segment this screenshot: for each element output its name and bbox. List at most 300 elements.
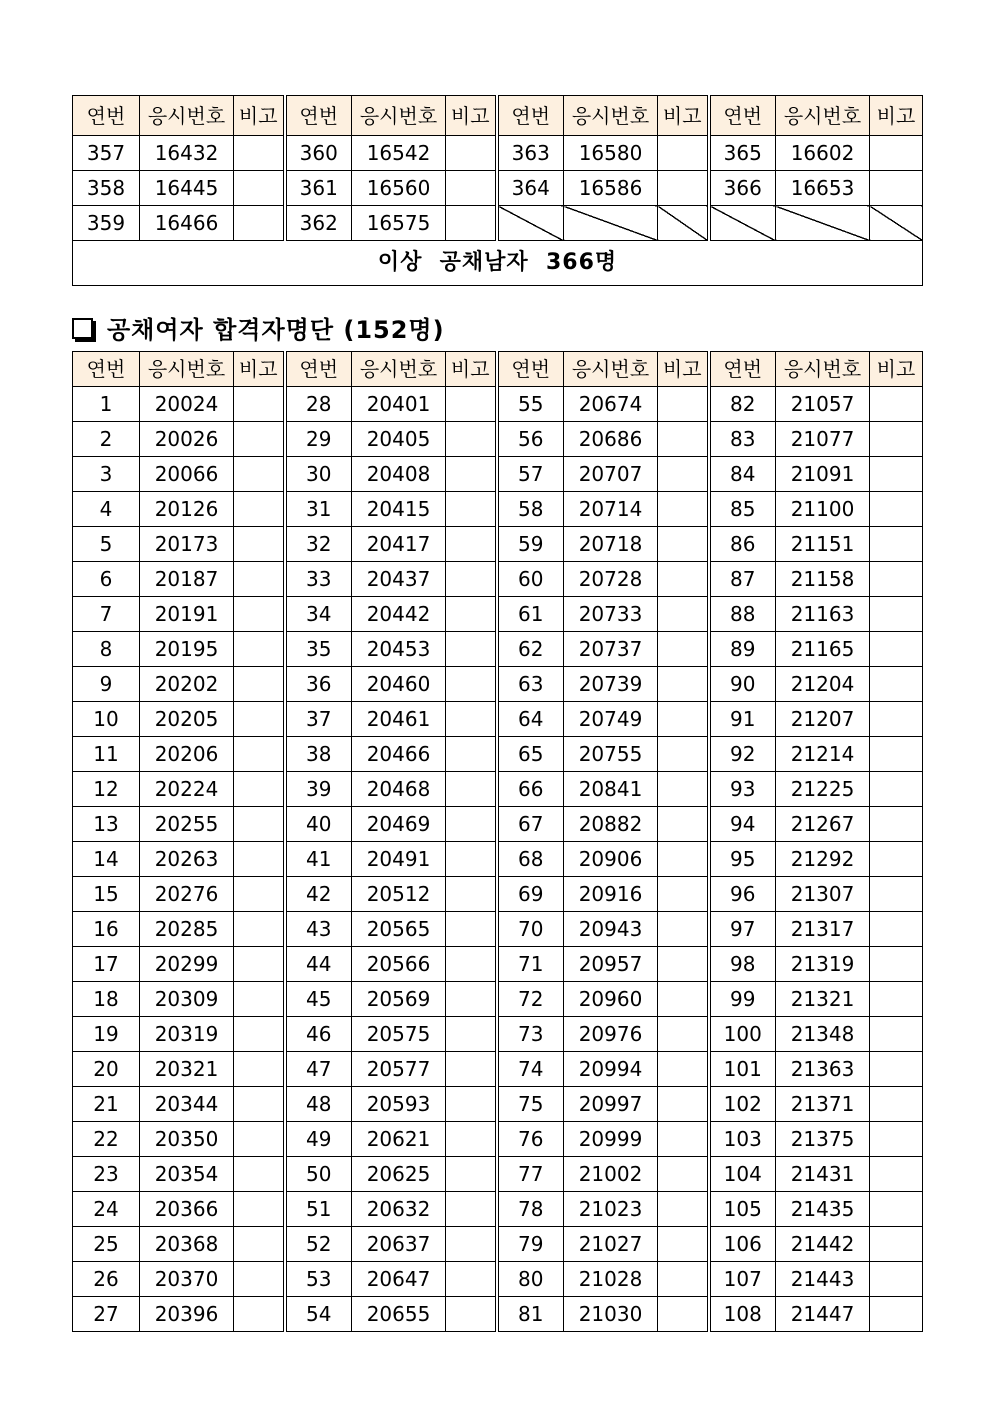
- cell-remarks: [446, 527, 497, 562]
- cell-exam-number: 21091: [776, 457, 870, 492]
- column-header-remarks: 비고: [446, 352, 497, 387]
- cell-exam-number: 20066: [140, 457, 234, 492]
- cell-remarks: [446, 171, 497, 206]
- cell-number: 361: [285, 171, 352, 206]
- cell-number: 2: [73, 422, 140, 457]
- cell-exam-number: 20263: [140, 842, 234, 877]
- cell-exam-number: 20647: [352, 1262, 446, 1297]
- cell-exam-number: 21214: [776, 737, 870, 772]
- cell-exam-number: 20187: [140, 562, 234, 597]
- cell-exam-number: 20882: [564, 807, 658, 842]
- cell-number: 54: [285, 1297, 352, 1332]
- cell-exam-number: 21027: [564, 1227, 658, 1262]
- cell-exam-number: 20468: [352, 772, 446, 807]
- cell-number: 9: [73, 667, 140, 702]
- cell-remarks: [234, 1052, 285, 1087]
- cell-number: 39: [285, 772, 352, 807]
- cell-number: 35: [285, 632, 352, 667]
- empty-cell: [564, 206, 658, 241]
- column-header-exam-number: 응시번호: [140, 96, 234, 136]
- cell-remarks: [870, 772, 923, 807]
- cell-exam-number: 21292: [776, 842, 870, 877]
- cell-remarks: [234, 877, 285, 912]
- cell-remarks: [658, 877, 709, 912]
- cell-remarks: [234, 632, 285, 667]
- table-row: [73, 1297, 923, 1332]
- cell-exam-number: 21158: [776, 562, 870, 597]
- cell-number: 83: [709, 422, 776, 457]
- column-header-number: 연번: [285, 352, 352, 387]
- cell-number: 34: [285, 597, 352, 632]
- table-row: [73, 562, 923, 597]
- table-row: [73, 1017, 923, 1052]
- table-row: [73, 1192, 923, 1227]
- cell-exam-number: 21100: [776, 492, 870, 527]
- cell-exam-number: 20276: [140, 877, 234, 912]
- cell-number: 69: [497, 877, 564, 912]
- cell-exam-number: 20997: [564, 1087, 658, 1122]
- cell-remarks: [870, 702, 923, 737]
- cell-exam-number: 20299: [140, 947, 234, 982]
- cell-exam-number: 20437: [352, 562, 446, 597]
- cell-remarks: [870, 1052, 923, 1087]
- cell-number: 51: [285, 1192, 352, 1227]
- cell-number: 84: [709, 457, 776, 492]
- cell-exam-number: 21319: [776, 947, 870, 982]
- table-row: [73, 1052, 923, 1087]
- cell-number: 68: [497, 842, 564, 877]
- cell-remarks: [658, 136, 709, 171]
- cell-number: 76: [497, 1122, 564, 1157]
- empty-cell: [658, 206, 709, 241]
- cell-number: 78: [497, 1192, 564, 1227]
- cell-number: 108: [709, 1297, 776, 1332]
- cell-remarks: [446, 912, 497, 947]
- column-header-number: 연번: [497, 352, 564, 387]
- cell-number: 22: [73, 1122, 140, 1157]
- cell-number: 53: [285, 1262, 352, 1297]
- cell-exam-number: 16445: [140, 171, 234, 206]
- cell-number: 28: [285, 387, 352, 422]
- table-row: [73, 136, 923, 171]
- cell-remarks: [234, 136, 285, 171]
- cell-remarks: [446, 1087, 497, 1122]
- male-results-table: [72, 95, 923, 286]
- cell-exam-number: 20195: [140, 632, 234, 667]
- column-header-exam-number: 응시번호: [352, 96, 446, 136]
- cell-number: 89: [709, 632, 776, 667]
- cell-number: 80: [497, 1262, 564, 1297]
- cell-exam-number: 21317: [776, 912, 870, 947]
- cell-number: 27: [73, 1297, 140, 1332]
- cell-number: 19: [73, 1017, 140, 1052]
- cell-exam-number: 16653: [776, 171, 870, 206]
- cell-remarks: [870, 597, 923, 632]
- cell-number: 364: [497, 171, 564, 206]
- table-row: [73, 171, 923, 206]
- cell-number: 18: [73, 982, 140, 1017]
- column-header-exam-number: 응시번호: [564, 96, 658, 136]
- cell-remarks: [658, 1192, 709, 1227]
- cell-number: 96: [709, 877, 776, 912]
- cell-remarks: [234, 1157, 285, 1192]
- cell-number: 106: [709, 1227, 776, 1262]
- cell-number: 362: [285, 206, 352, 241]
- column-header-exam-number: 응시번호: [776, 352, 870, 387]
- cell-remarks: [658, 562, 709, 597]
- cell-remarks: [234, 912, 285, 947]
- cell-remarks: [870, 877, 923, 912]
- cell-exam-number: 16586: [564, 171, 658, 206]
- cell-remarks: [658, 1052, 709, 1087]
- cell-number: 23: [73, 1157, 140, 1192]
- cell-number: 4: [73, 492, 140, 527]
- cell-exam-number: 16602: [776, 136, 870, 171]
- cell-number: 52: [285, 1227, 352, 1262]
- cell-exam-number: 20255: [140, 807, 234, 842]
- cell-number: 100: [709, 1017, 776, 1052]
- cell-remarks: [870, 562, 923, 597]
- column-header-exam-number: 응시번호: [352, 352, 446, 387]
- cell-number: 63: [497, 667, 564, 702]
- cell-remarks: [234, 772, 285, 807]
- cell-remarks: [870, 737, 923, 772]
- cell-remarks: [870, 982, 923, 1017]
- cell-exam-number: 21375: [776, 1122, 870, 1157]
- cell-remarks: [658, 1227, 709, 1262]
- cell-remarks: [446, 807, 497, 842]
- cell-remarks: [658, 492, 709, 527]
- cell-number: 88: [709, 597, 776, 632]
- table-row: [73, 737, 923, 772]
- cell-exam-number: 20999: [564, 1122, 658, 1157]
- cell-remarks: [870, 527, 923, 562]
- cell-number: 74: [497, 1052, 564, 1087]
- cell-remarks: [870, 807, 923, 842]
- cell-number: 70: [497, 912, 564, 947]
- cell-exam-number: 20674: [564, 387, 658, 422]
- cell-remarks: [446, 457, 497, 492]
- cell-exam-number: 16432: [140, 136, 234, 171]
- cell-remarks: [446, 982, 497, 1017]
- cell-remarks: [658, 702, 709, 737]
- table-row: [73, 387, 923, 422]
- cell-exam-number: 21447: [776, 1297, 870, 1332]
- cell-exam-number: 20224: [140, 772, 234, 807]
- cell-number: 59: [497, 527, 564, 562]
- cell-exam-number: 20309: [140, 982, 234, 1017]
- cell-exam-number: 20737: [564, 632, 658, 667]
- cell-number: 93: [709, 772, 776, 807]
- cell-number: 40: [285, 807, 352, 842]
- table-row: [73, 1087, 923, 1122]
- total-summary: 이상 공채남자 366명: [73, 241, 923, 286]
- cell-remarks: [446, 136, 497, 171]
- cell-exam-number: 16466: [140, 206, 234, 241]
- cell-exam-number: 20461: [352, 702, 446, 737]
- cell-remarks: [658, 1297, 709, 1332]
- cell-remarks: [870, 1157, 923, 1192]
- cell-exam-number: 21057: [776, 387, 870, 422]
- cell-exam-number: 20994: [564, 1052, 658, 1087]
- cell-exam-number: 20957: [564, 947, 658, 982]
- cell-number: 105: [709, 1192, 776, 1227]
- cell-exam-number: 21307: [776, 877, 870, 912]
- cell-number: 47: [285, 1052, 352, 1087]
- cell-number: 21: [73, 1087, 140, 1122]
- cell-remarks: [446, 1017, 497, 1052]
- cell-exam-number: 20466: [352, 737, 446, 772]
- cell-remarks: [234, 1192, 285, 1227]
- cell-number: 87: [709, 562, 776, 597]
- cell-number: 71: [497, 947, 564, 982]
- cell-remarks: [446, 1297, 497, 1332]
- cell-remarks: [234, 597, 285, 632]
- cell-exam-number: 16560: [352, 171, 446, 206]
- cell-exam-number: 20707: [564, 457, 658, 492]
- cell-remarks: [234, 1227, 285, 1262]
- cell-exam-number: 16575: [352, 206, 446, 241]
- cell-exam-number: 20714: [564, 492, 658, 527]
- cell-number: 45: [285, 982, 352, 1017]
- cell-number: 359: [73, 206, 140, 241]
- column-header-remarks: 비고: [870, 96, 923, 136]
- cell-number: 5: [73, 527, 140, 562]
- cell-exam-number: 20405: [352, 422, 446, 457]
- cell-exam-number: 20637: [352, 1227, 446, 1262]
- cell-number: 33: [285, 562, 352, 597]
- cell-exam-number: 21348: [776, 1017, 870, 1052]
- cell-number: 79: [497, 1227, 564, 1262]
- cell-exam-number: 21207: [776, 702, 870, 737]
- cell-exam-number: 20026: [140, 422, 234, 457]
- cell-number: 98: [709, 947, 776, 982]
- table-row: [73, 597, 923, 632]
- cell-number: 12: [73, 772, 140, 807]
- cell-remarks: [234, 667, 285, 702]
- cell-remarks: [658, 1017, 709, 1052]
- column-header-remarks: 비고: [234, 352, 285, 387]
- cell-number: 86: [709, 527, 776, 562]
- cell-remarks: [870, 1122, 923, 1157]
- table-row: [73, 912, 923, 947]
- table-row: [73, 842, 923, 877]
- cell-number: 107: [709, 1262, 776, 1297]
- cell-exam-number: 20916: [564, 877, 658, 912]
- cell-remarks: [658, 387, 709, 422]
- cell-remarks: [870, 912, 923, 947]
- cell-number: 358: [73, 171, 140, 206]
- checkbox-icon: [72, 318, 93, 339]
- cell-exam-number: 21431: [776, 1157, 870, 1192]
- empty-cell: [709, 206, 776, 241]
- cell-remarks: [234, 1297, 285, 1332]
- table-row: [73, 527, 923, 562]
- cell-remarks: [658, 1122, 709, 1157]
- cell-number: 32: [285, 527, 352, 562]
- cell-number: 11: [73, 737, 140, 772]
- cell-number: 20: [73, 1052, 140, 1087]
- cell-exam-number: 20593: [352, 1087, 446, 1122]
- cell-exam-number: 20739: [564, 667, 658, 702]
- cell-number: 42: [285, 877, 352, 912]
- cell-remarks: [658, 457, 709, 492]
- cell-remarks: [658, 982, 709, 1017]
- cell-remarks: [658, 842, 709, 877]
- cell-number: 15: [73, 877, 140, 912]
- cell-number: 357: [73, 136, 140, 171]
- cell-remarks: [658, 807, 709, 842]
- cell-number: 91: [709, 702, 776, 737]
- cell-exam-number: 20943: [564, 912, 658, 947]
- cell-remarks: [446, 1052, 497, 1087]
- cell-exam-number: 20491: [352, 842, 446, 877]
- cell-exam-number: 20460: [352, 667, 446, 702]
- cell-remarks: [658, 947, 709, 982]
- cell-remarks: [446, 667, 497, 702]
- cell-remarks: [870, 171, 923, 206]
- cell-remarks: [870, 422, 923, 457]
- cell-exam-number: 20319: [140, 1017, 234, 1052]
- cell-remarks: [446, 947, 497, 982]
- cell-number: 6: [73, 562, 140, 597]
- cell-remarks: [870, 136, 923, 171]
- cell-exam-number: 20408: [352, 457, 446, 492]
- cell-exam-number: 20686: [564, 422, 658, 457]
- section-title: 공채여자 합격자명단 (152명): [107, 315, 445, 344]
- cell-exam-number: 21363: [776, 1052, 870, 1087]
- cell-exam-number: 20906: [564, 842, 658, 877]
- cell-exam-number: 16580: [564, 136, 658, 171]
- cell-exam-number: 20024: [140, 387, 234, 422]
- cell-remarks: [870, 457, 923, 492]
- cell-remarks: [870, 947, 923, 982]
- cell-remarks: [870, 842, 923, 877]
- cell-number: 72: [497, 982, 564, 1017]
- header-row: [73, 96, 923, 136]
- cell-exam-number: 20354: [140, 1157, 234, 1192]
- cell-exam-number: 21151: [776, 527, 870, 562]
- cell-exam-number: 20718: [564, 527, 658, 562]
- column-header-exam-number: 응시번호: [140, 352, 234, 387]
- cell-number: 61: [497, 597, 564, 632]
- column-header-remarks: 비고: [446, 96, 497, 136]
- cell-exam-number: 20565: [352, 912, 446, 947]
- cell-exam-number: 20632: [352, 1192, 446, 1227]
- cell-remarks: [870, 1227, 923, 1262]
- cell-remarks: [658, 632, 709, 667]
- cell-remarks: [234, 422, 285, 457]
- column-header-number: 연번: [497, 96, 564, 136]
- cell-number: 16: [73, 912, 140, 947]
- cell-exam-number: 20401: [352, 387, 446, 422]
- cell-remarks: [446, 702, 497, 737]
- cell-exam-number: 20453: [352, 632, 446, 667]
- column-header-remarks: 비고: [658, 96, 709, 136]
- cell-remarks: [870, 1087, 923, 1122]
- cell-exam-number: 21165: [776, 632, 870, 667]
- cell-remarks: [234, 206, 285, 241]
- cell-number: 41: [285, 842, 352, 877]
- female-results-table: [72, 351, 923, 1332]
- cell-exam-number: 21163: [776, 597, 870, 632]
- cell-remarks: [234, 1122, 285, 1157]
- cell-number: 57: [497, 457, 564, 492]
- cell-number: 46: [285, 1017, 352, 1052]
- cell-exam-number: 21002: [564, 1157, 658, 1192]
- cell-number: 36: [285, 667, 352, 702]
- column-header-remarks: 비고: [234, 96, 285, 136]
- table-row: [73, 1157, 923, 1192]
- empty-cell: [776, 206, 870, 241]
- cell-number: 10: [73, 702, 140, 737]
- cell-remarks: [446, 842, 497, 877]
- cell-number: 73: [497, 1017, 564, 1052]
- cell-number: 103: [709, 1122, 776, 1157]
- cell-number: 25: [73, 1227, 140, 1262]
- cell-remarks: [658, 737, 709, 772]
- cell-remarks: [870, 632, 923, 667]
- cell-remarks: [658, 171, 709, 206]
- cell-number: 99: [709, 982, 776, 1017]
- table-row: [73, 877, 923, 912]
- cell-number: 49: [285, 1122, 352, 1157]
- cell-exam-number: 20566: [352, 947, 446, 982]
- cell-remarks: [870, 492, 923, 527]
- table-row: [73, 702, 923, 737]
- cell-remarks: [234, 527, 285, 562]
- cell-number: 85: [709, 492, 776, 527]
- cell-exam-number: 20749: [564, 702, 658, 737]
- cell-remarks: [234, 702, 285, 737]
- cell-number: 43: [285, 912, 352, 947]
- cell-remarks: [870, 387, 923, 422]
- cell-number: 64: [497, 702, 564, 737]
- cell-number: 55: [497, 387, 564, 422]
- cell-number: 58: [497, 492, 564, 527]
- column-header-number: 연번: [73, 352, 140, 387]
- cell-exam-number: 21371: [776, 1087, 870, 1122]
- cell-remarks: [446, 1192, 497, 1227]
- cell-remarks: [658, 1087, 709, 1122]
- cell-exam-number: 20368: [140, 1227, 234, 1262]
- table-row: [73, 492, 923, 527]
- empty-cell: [870, 206, 923, 241]
- cell-remarks: [446, 206, 497, 241]
- cell-exam-number: 20415: [352, 492, 446, 527]
- cell-remarks: [446, 877, 497, 912]
- table-row: [73, 772, 923, 807]
- cell-number: 75: [497, 1087, 564, 1122]
- cell-exam-number: 20370: [140, 1262, 234, 1297]
- table-row: [73, 982, 923, 1017]
- cell-exam-number: 20321: [140, 1052, 234, 1087]
- cell-exam-number: 20655: [352, 1297, 446, 1332]
- cell-number: 94: [709, 807, 776, 842]
- cell-exam-number: 20625: [352, 1157, 446, 1192]
- cell-exam-number: 20396: [140, 1297, 234, 1332]
- cell-number: 26: [73, 1262, 140, 1297]
- table-row: [73, 632, 923, 667]
- cell-number: 56: [497, 422, 564, 457]
- cell-number: 67: [497, 807, 564, 842]
- cell-remarks: [658, 772, 709, 807]
- cell-remarks: [658, 1262, 709, 1297]
- cell-exam-number: 20577: [352, 1052, 446, 1087]
- cell-remarks: [234, 982, 285, 1017]
- cell-remarks: [234, 171, 285, 206]
- cell-remarks: [658, 667, 709, 702]
